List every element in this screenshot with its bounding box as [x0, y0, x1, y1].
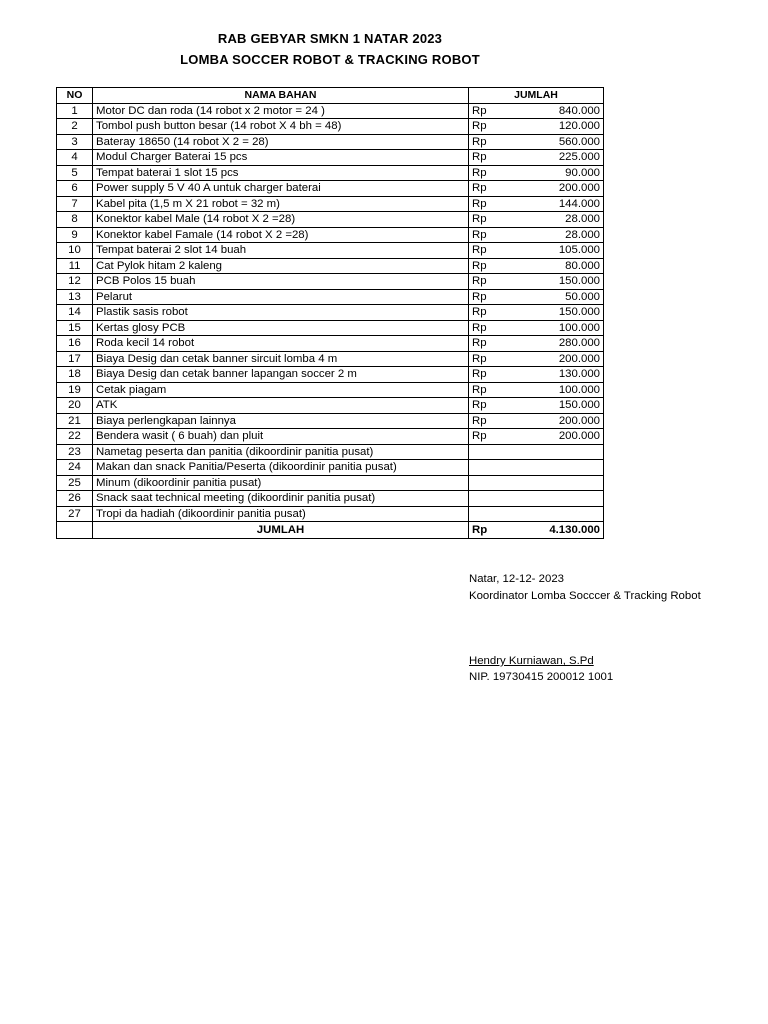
table-row: [57, 367, 604, 383]
currency-label: Rp: [469, 103, 515, 119]
row-number: 25: [57, 475, 93, 491]
row-number: 22: [57, 429, 93, 445]
document-title: RAB GEBYAR SMKN 1 NATAR 2023: [217, 31, 443, 46]
currency-label: Rp: [469, 336, 515, 352]
total-no-cell: [57, 522, 93, 539]
item-amount: 225.000: [515, 150, 604, 166]
table-row: [57, 382, 604, 398]
table-row: [57, 475, 604, 491]
row-number: 16: [57, 336, 93, 352]
currency-label: [469, 460, 515, 476]
item-amount: [515, 475, 604, 491]
currency-label: Rp: [469, 274, 515, 290]
item-name: Tropi da hadiah (dikoordinir panitia pusat): [93, 506, 469, 522]
table-row: [57, 165, 604, 181]
item-amount: 120.000: [515, 119, 604, 135]
currency-label: Rp: [469, 382, 515, 398]
table-row: [57, 398, 604, 414]
table-row: [57, 196, 604, 212]
item-name: Bateray 18650 (14 robot X 2 = 28): [93, 134, 469, 150]
item-name: Cat Pylok hitam 2 kaleng: [93, 258, 469, 274]
currency-label: Rp: [469, 227, 515, 243]
signature-role: Koordinator Lomba Socccer & Tracking Robot: [469, 590, 701, 602]
table-row: [57, 336, 604, 352]
row-number: 7: [57, 196, 93, 212]
row-number: 5: [57, 165, 93, 181]
row-number: 9: [57, 227, 93, 243]
table-row: [57, 119, 604, 135]
item-amount: 50.000: [515, 289, 604, 305]
table-row: [57, 351, 604, 367]
currency-label: Rp: [469, 196, 515, 212]
item-amount: 150.000: [515, 398, 604, 414]
table-row: [57, 413, 604, 429]
item-name: Minum (dikoordinir panitia pusat): [93, 475, 469, 491]
item-amount: 840.000: [515, 103, 604, 119]
item-amount: 200.000: [515, 413, 604, 429]
row-number: 10: [57, 243, 93, 259]
item-amount: [515, 491, 604, 507]
currency-label: Rp: [469, 243, 515, 259]
item-name: Makan dan snack Panitia/Peserta (dikoordinir panitia pusat): [93, 460, 469, 476]
item-name: Konektor kabel Male (14 robot X 2 =28): [93, 212, 469, 228]
currency-label: [469, 475, 515, 491]
row-number: 6: [57, 181, 93, 197]
row-number: 21: [57, 413, 93, 429]
column-header-nama-bahan: NAMA BAHAN: [93, 88, 469, 104]
item-name: Kertas glosy PCB: [93, 320, 469, 336]
total-row: [57, 522, 604, 539]
row-number: 12: [57, 274, 93, 290]
currency-label: Rp: [469, 134, 515, 150]
table-row: [57, 103, 604, 119]
item-amount: 150.000: [515, 274, 604, 290]
item-name: Snack saat technical meeting (dikoordinir panitia pusat): [93, 491, 469, 507]
table-row: [57, 305, 604, 321]
item-amount: 130.000: [515, 367, 604, 383]
total-currency: Rp: [469, 522, 515, 539]
item-name: Konektor kabel Famale (14 robot X 2 =28): [93, 227, 469, 243]
table-row: [57, 227, 604, 243]
item-name: Biaya Desig dan cetak banner sircuit lomba 4 m: [93, 351, 469, 367]
column-header-no: NO: [57, 88, 93, 104]
item-amount: 28.000: [515, 227, 604, 243]
currency-label: [469, 444, 515, 460]
table-row: [57, 134, 604, 150]
row-number: 26: [57, 491, 93, 507]
row-number: 15: [57, 320, 93, 336]
table-row: [57, 460, 604, 476]
item-name: Roda kecil 14 robot: [93, 336, 469, 352]
item-amount: [515, 460, 604, 476]
document-subtitle: LOMBA SOCCER ROBOT & TRACKING ROBOT: [180, 52, 480, 67]
item-name: PCB Polos 15 buah: [93, 274, 469, 290]
row-number: 2: [57, 119, 93, 135]
signature-place-date: Natar, 12-12- 2023: [469, 573, 564, 585]
row-number: 17: [57, 351, 93, 367]
row-number: 24: [57, 460, 93, 476]
item-name: Cetak piagam: [93, 382, 469, 398]
column-header-jumlah: JUMLAH: [469, 88, 604, 104]
item-amount: [515, 444, 604, 460]
budget-table: [56, 87, 604, 539]
item-name: Tempat baterai 1 slot 15 pcs: [93, 165, 469, 181]
item-amount: 28.000: [515, 212, 604, 228]
currency-label: Rp: [469, 289, 515, 305]
row-number: 3: [57, 134, 93, 150]
currency-label: Rp: [469, 305, 515, 321]
item-name: Biaya perlengkapan lainnya: [93, 413, 469, 429]
table-row: [57, 274, 604, 290]
row-number: 11: [57, 258, 93, 274]
row-number: 13: [57, 289, 93, 305]
row-number: 14: [57, 305, 93, 321]
currency-label: Rp: [469, 119, 515, 135]
currency-label: [469, 506, 515, 522]
item-amount: 80.000: [515, 258, 604, 274]
item-amount: 200.000: [515, 351, 604, 367]
item-name: ATK: [93, 398, 469, 414]
table-row: [57, 181, 604, 197]
item-name: Biaya Desig dan cetak banner lapangan soccer 2 m: [93, 367, 469, 383]
item-name: Kabel pita (1,5 m X 21 robot = 32 m): [93, 196, 469, 212]
item-name: Bendera wasit ( 6 buah) dan pluit: [93, 429, 469, 445]
item-name: Nametag peserta dan panitia (dikoordinir panitia pusat): [93, 444, 469, 460]
row-number: 19: [57, 382, 93, 398]
currency-label: Rp: [469, 320, 515, 336]
row-number: 27: [57, 506, 93, 522]
currency-label: Rp: [469, 367, 515, 383]
table-row: [57, 506, 604, 522]
currency-label: Rp: [469, 150, 515, 166]
item-name: Plastik sasis robot: [93, 305, 469, 321]
currency-label: Rp: [469, 429, 515, 445]
item-amount: 144.000: [515, 196, 604, 212]
signature-nip: NIP. 19730415 200012 1001: [469, 671, 614, 683]
row-number: 1: [57, 103, 93, 119]
table-row: [57, 320, 604, 336]
currency-label: Rp: [469, 398, 515, 414]
row-number: 20: [57, 398, 93, 414]
item-amount: 200.000: [515, 429, 604, 445]
currency-label: [469, 491, 515, 507]
item-name: Modul Charger Baterai 15 pcs: [93, 150, 469, 166]
table-row: [57, 258, 604, 274]
currency-label: Rp: [469, 212, 515, 228]
currency-label: Rp: [469, 181, 515, 197]
row-number: 23: [57, 444, 93, 460]
table-row: [57, 444, 604, 460]
item-amount: [515, 506, 604, 522]
item-amount: 280.000: [515, 336, 604, 352]
item-amount: 100.000: [515, 320, 604, 336]
table-row: [57, 429, 604, 445]
signature-name: Hendry Kurniawan, S.Pd: [469, 655, 594, 667]
item-name: Power supply 5 V 40 A untuk charger baterai: [93, 181, 469, 197]
item-name: Tombol push button besar (14 robot X 4 bh = 48): [93, 119, 469, 135]
item-name: Motor DC dan roda (14 robot x 2 motor = 24 ): [93, 103, 469, 119]
currency-label: Rp: [469, 258, 515, 274]
row-number: 4: [57, 150, 93, 166]
item-amount: 105.000: [515, 243, 604, 259]
item-amount: 100.000: [515, 382, 604, 398]
table-row: [57, 212, 604, 228]
item-amount: 560.000: [515, 134, 604, 150]
currency-label: Rp: [469, 351, 515, 367]
row-number: 18: [57, 367, 93, 383]
item-amount: 200.000: [515, 181, 604, 197]
currency-label: Rp: [469, 165, 515, 181]
item-amount: 150.000: [515, 305, 604, 321]
item-amount: 90.000: [515, 165, 604, 181]
total-amount: 4.130.000: [515, 522, 604, 539]
table-header-row: [57, 88, 604, 104]
item-name: Tempat baterai 2 slot 14 buah: [93, 243, 469, 259]
total-label: JUMLAH: [93, 522, 469, 539]
row-number: 8: [57, 212, 93, 228]
item-name: Pelarut: [93, 289, 469, 305]
currency-label: Rp: [469, 413, 515, 429]
table-row: [57, 243, 604, 259]
table-row: [57, 491, 604, 507]
table-row: [57, 289, 604, 305]
table-row: [57, 150, 604, 166]
